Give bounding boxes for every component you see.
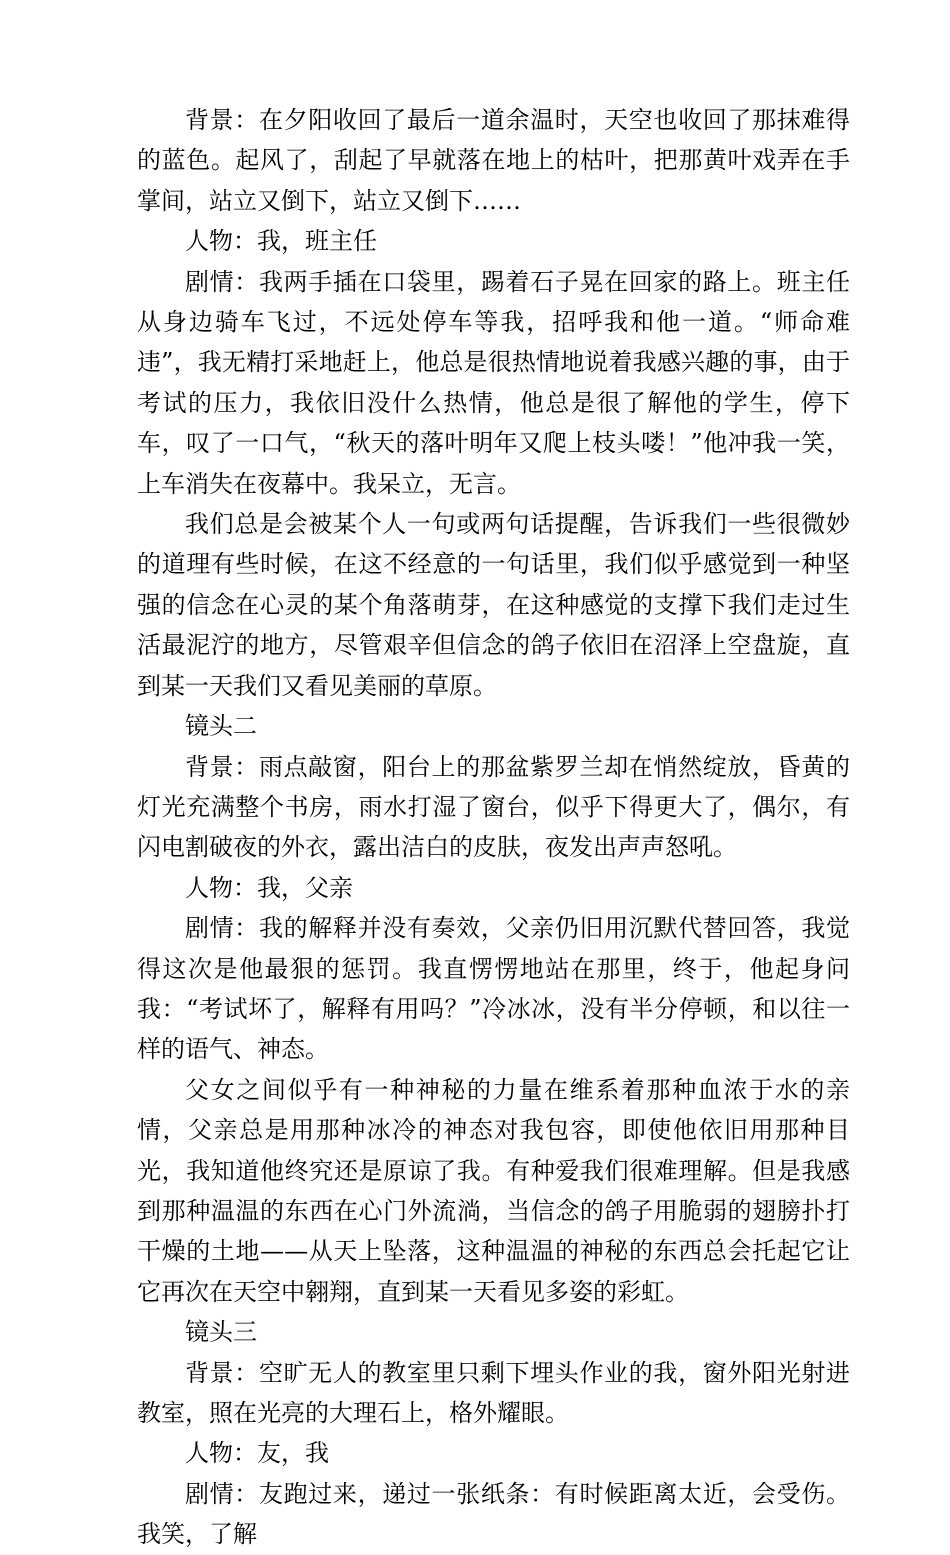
plot-paragraph-3: 剧情：友跑过来，递过一张纸条：有时候距离太近，会受伤。我笑，了解 (137, 1479, 850, 1549)
scene-heading-3: 镜头三 (185, 1318, 257, 1347)
plot-paragraph-1: 剧情：我两手插在口袋里，踢着石子晃在回家的路上。班主任从身边骑车飞过，不远处停车等我，招呼我和他一道。“师命难违”，我无精打采地赶上，他总是很热情地说着我感兴趣的事，由于考试的压力，我依旧没什么热情，他总是很了解他的学生，停下车，叹了一口气，“秋天的落叶明年又爬上枝头喽！”他冲我一笑，上车消失在夜幕中。我呆立，无言。 (137, 267, 850, 498)
scene-heading-2: 镜头二 (185, 712, 257, 741)
plot-paragraph-2: 剧情：我的解释并没有奏效，父亲仍旧用沉默代替回答，我觉得这次是他最狠的惩罚。我直愣愣地站在那里，终于，他起身问我：“考试坏了，解释有用吗？”冷冰冰，没有半分停顿，和以往一样的语气、神态。 (137, 914, 850, 1064)
background-paragraph-2: 背景：雨点敲窗，阳台上的那盆紫罗兰却在悄然绽放，昏黄的灯光充满整个书房，雨水打湿了窗台，似乎下得更大了，偶尔，有闪电割破夜的外衣，露出洁白的皮肤，夜发出声声怒吼。 (137, 752, 850, 862)
characters-line-2: 人物：我，父亲 (185, 873, 353, 902)
reflection-paragraph-1: 我们总是会被某个人一句或两句话提醒，告诉我们一些很微妙的道理有些时候，在这不经意的一句话里，我们似乎感觉到一种坚强的信念在心灵的某个角落萌芽，在这种感觉的支撑下我们走过生活最泥泞的地方，尽管艰辛但信念的鸽子依旧在沼泽上空盘旋，直到某一天我们又看见美丽的草原。 (137, 510, 850, 700)
characters-line-3: 人物：友，我 (185, 1439, 329, 1468)
background-paragraph-3: 背景：空旷无人的教室里只剩下埋头作业的我，窗外阳光射进教室，照在光亮的大理石上，格外耀眼。 (137, 1358, 850, 1427)
background-paragraph-1: 背景：在夕阳收回了最后一道余温时，天空也收回了那抹难得的蓝色。起风了，刮起了早就落在地上的枯叶，把那黄叶戏弄在手掌间，站立又倒下，站立又倒下…… (137, 106, 850, 215)
characters-line-1: 人物：我，班主任 (185, 227, 377, 256)
reflection-paragraph-2: 父女之间似乎有一种神秘的力量在维系着那种血浓于水的亲情，父亲总是用那种冰冷的神态对我包容，即使他依旧用那种目光，我知道他终究还是原谅了我。有种爱我们很难理解。但是我感到那种温温的东西在心门外流淌，当信念的鸽子用脆弱的翅膀扑打干燥的土地——从天上坠落，这种温温的神秘的东西总会托起它让它再次在天空中翱翔，直到某一天看见多姿的彩虹。 (137, 1075, 850, 1306)
